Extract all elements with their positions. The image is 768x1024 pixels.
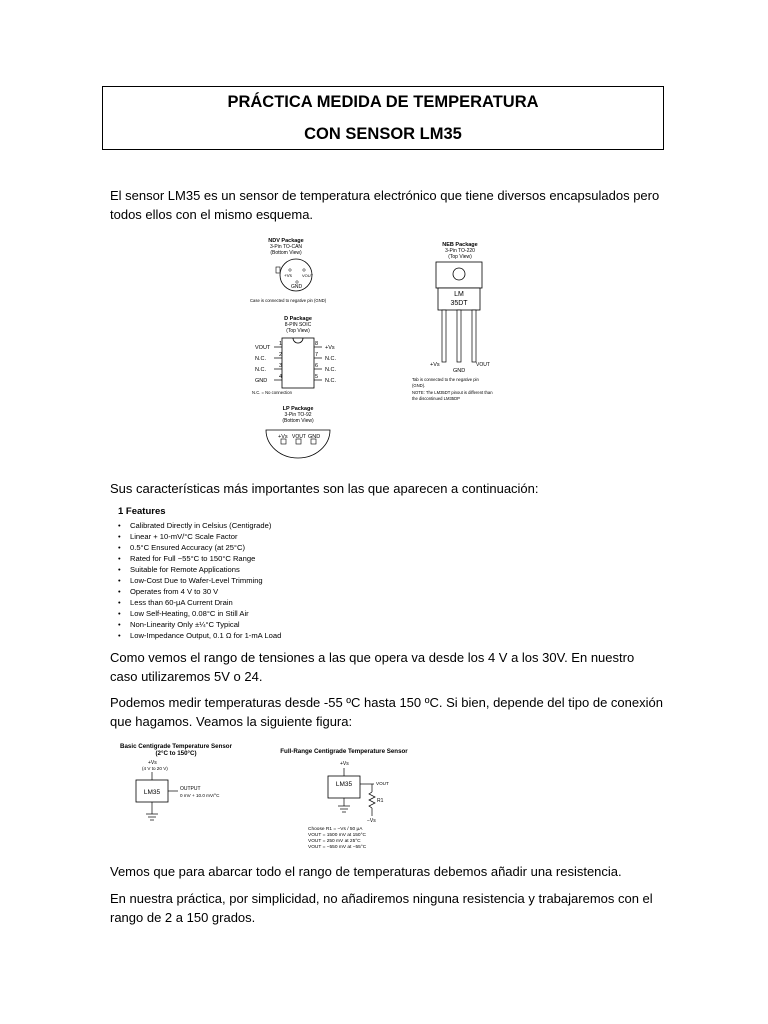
d-right-num: 7	[315, 352, 319, 358]
features-list	[118, 520, 281, 641]
feature-item: • Linear + 10-mV/°C Scale Factor	[118, 531, 281, 542]
d-body	[282, 338, 314, 388]
nbb-tab	[436, 262, 482, 288]
lp-title: LP Package	[282, 406, 314, 412]
nbb-vs-label: +Vs	[430, 362, 440, 368]
lp-sub: 3-Pin TO-92	[284, 412, 312, 418]
basic-title: Basic Centigrade Temperature Sensor	[120, 743, 232, 750]
feature-item: • Calibrated Directly in Celsius (Centigrade)	[118, 520, 281, 531]
nbb-part-label: 35DT	[450, 300, 468, 307]
ndv-view: (Bottom View)	[270, 250, 302, 256]
lp-gnd-label: GND	[308, 434, 321, 440]
feature-item: • 0.5°C Ensured Accuracy (at 25°C)	[118, 542, 281, 553]
d-right-num: 6	[315, 363, 319, 369]
d-right-label: N.C.	[325, 378, 336, 384]
nbb-note: NOTE: The LM35DT pinout is different than	[412, 390, 493, 395]
d-left-label: N.C.	[255, 356, 266, 362]
basic-title-range: (2°C to 150°C)	[155, 750, 197, 757]
nbb-lm-label: LM	[454, 291, 464, 298]
nbb-note: (GND).	[412, 383, 426, 388]
d-left-num: 3	[279, 363, 283, 369]
basic-output-desc: 0 mV + 10.0 mV/°C	[180, 793, 220, 798]
d-note: N.C. = No connection	[252, 390, 292, 395]
circuit-diagrams	[112, 740, 452, 852]
ndv-pin	[296, 281, 298, 283]
d-right-label: +Vs	[325, 345, 335, 351]
title-box	[102, 86, 664, 150]
nbb-title: NEB Package	[442, 242, 478, 248]
nbb-note: the discontinued LM35DP	[412, 396, 460, 401]
ndv-pin	[289, 269, 291, 271]
feature-item: • Rated for Full −55°C to 150°C Range	[118, 553, 281, 564]
lp-vout-label: VOUT	[292, 434, 306, 440]
feature-item: • Non-Linearity Only ±¼°C Typical	[118, 619, 281, 630]
d-right-num: 8	[315, 341, 319, 347]
d-left-num: 4	[279, 374, 283, 380]
voltage-paragraph: Como vemos el rango de tensiones a las que opera va desde los 4 V a los 30V. En nuestro caso utilizaremos 5V o 24.	[110, 650, 635, 684]
d-left-num: 2	[279, 352, 283, 358]
features-box	[114, 504, 304, 638]
feature-item: • Operates from 4 V to 30 V	[118, 586, 281, 597]
feature-item: • Suitable for Remote Applications	[118, 564, 281, 575]
nbb-note: Tab is connected to the negative pin	[412, 377, 479, 382]
ndv-vout-label: VOUT	[302, 273, 314, 278]
d-sub: 8-PIN SOIC	[284, 322, 312, 328]
nbb-vout-label: VOUT	[476, 362, 490, 368]
ndv-note: Case is connected to negative pin (GND)	[250, 298, 327, 303]
practice-paragraph: En nuestra práctica, por simplicidad, no añadiremos ninguna resistencia y trabajaremos con el rango de 2 a 150 grados.	[110, 891, 653, 925]
ndv-tab	[276, 267, 280, 273]
ndv-sub: 3-Pin TO-CAN	[269, 244, 303, 250]
ndv-title: NDV Package	[268, 238, 304, 244]
basic-chip-label: LM35	[143, 789, 161, 796]
basic-vs-range: (4 V to 20 V)	[142, 766, 168, 771]
full-note: VOUT = 250 mV at 25°C	[308, 839, 361, 844]
feature-item: • Low Self-Heating, 0.08°C in Still Air	[118, 608, 281, 619]
full-vs: +Vs	[340, 761, 349, 767]
nbb-sub: 3-Pin TO-220	[445, 248, 475, 254]
basic-ground-icon	[146, 814, 158, 820]
d-left-label: VOUT	[255, 345, 271, 351]
d-right-num: 5	[315, 374, 319, 380]
full-note: VOUT = 1500 mV at 150°C	[308, 833, 366, 838]
feature-item: • Low-Cost Due to Wafer-Level Trimming	[118, 575, 281, 586]
page-title-line2: CON SENSOR LM35	[304, 125, 462, 143]
d-left-num: 1	[279, 341, 283, 347]
ndv-pin	[303, 269, 305, 271]
full-note: Choose R1 = −Vs / 50 μA	[308, 827, 363, 832]
lp-vs-label: +Vs	[278, 434, 288, 440]
features-intro: Sus características más importantes son las que aparecen a continuación:	[110, 481, 539, 496]
feature-item: • Low-Impedance Output, 0.1 Ω for 1-mA Load	[118, 630, 281, 641]
nbb-pins	[442, 310, 476, 362]
features-title: 1 Features	[118, 506, 166, 517]
d-view: (Top View)	[286, 328, 310, 334]
feature-item: • Less than 60-μA Current Drain	[118, 597, 281, 608]
full-chip-label: LM35	[335, 781, 353, 788]
d-right-label: N.C.	[325, 367, 336, 373]
intro-paragraph: El sensor LM35 es un sensor de temperatura electrónico que tiene diversos encapsulados pero todos ellos con el mismo esquema.	[110, 188, 660, 222]
d-left-label: N.C.	[255, 367, 266, 373]
temperature-paragraph: Podemos medir temperaturas desde -55 ºC hasta 150 ºC. Si bien, depende del tipo de conexión que hagamos. Veamos la siguiente figura:	[110, 695, 663, 729]
nbb-gnd-label: GND	[453, 368, 466, 374]
full-neg-vs: −Vs	[367, 818, 376, 824]
ndv-vs-label: +Vs	[284, 273, 292, 278]
basic-output: OUTPUT	[180, 786, 201, 792]
nbb-view: (Top View)	[448, 254, 472, 260]
page-title-line1: PRÁCTICA MEDIDA DE TEMPERATURA	[227, 93, 539, 111]
d-left-label: GND	[255, 378, 268, 384]
basic-vs: +Vs	[148, 760, 157, 766]
d-title: D Package	[284, 316, 312, 322]
lp-view: (Bottom View)	[282, 418, 314, 424]
full-resistor	[369, 792, 375, 808]
ndv-gnd-label: GND	[291, 284, 303, 290]
full-note: VOUT = −550 mV at −55°C	[308, 845, 367, 850]
d-right-label: N.C.	[325, 356, 336, 362]
full-vout: VOUT	[376, 781, 389, 786]
full-ground-icon	[338, 806, 350, 812]
full-title: Full-Range Centigrade Temperature Sensor	[280, 748, 408, 755]
package-diagrams	[240, 232, 530, 472]
full-r1: R1	[377, 798, 384, 804]
resistor-paragraph: Vemos que para abarcar todo el rango de temperaturas debemos añadir una resistencia.	[110, 864, 622, 879]
